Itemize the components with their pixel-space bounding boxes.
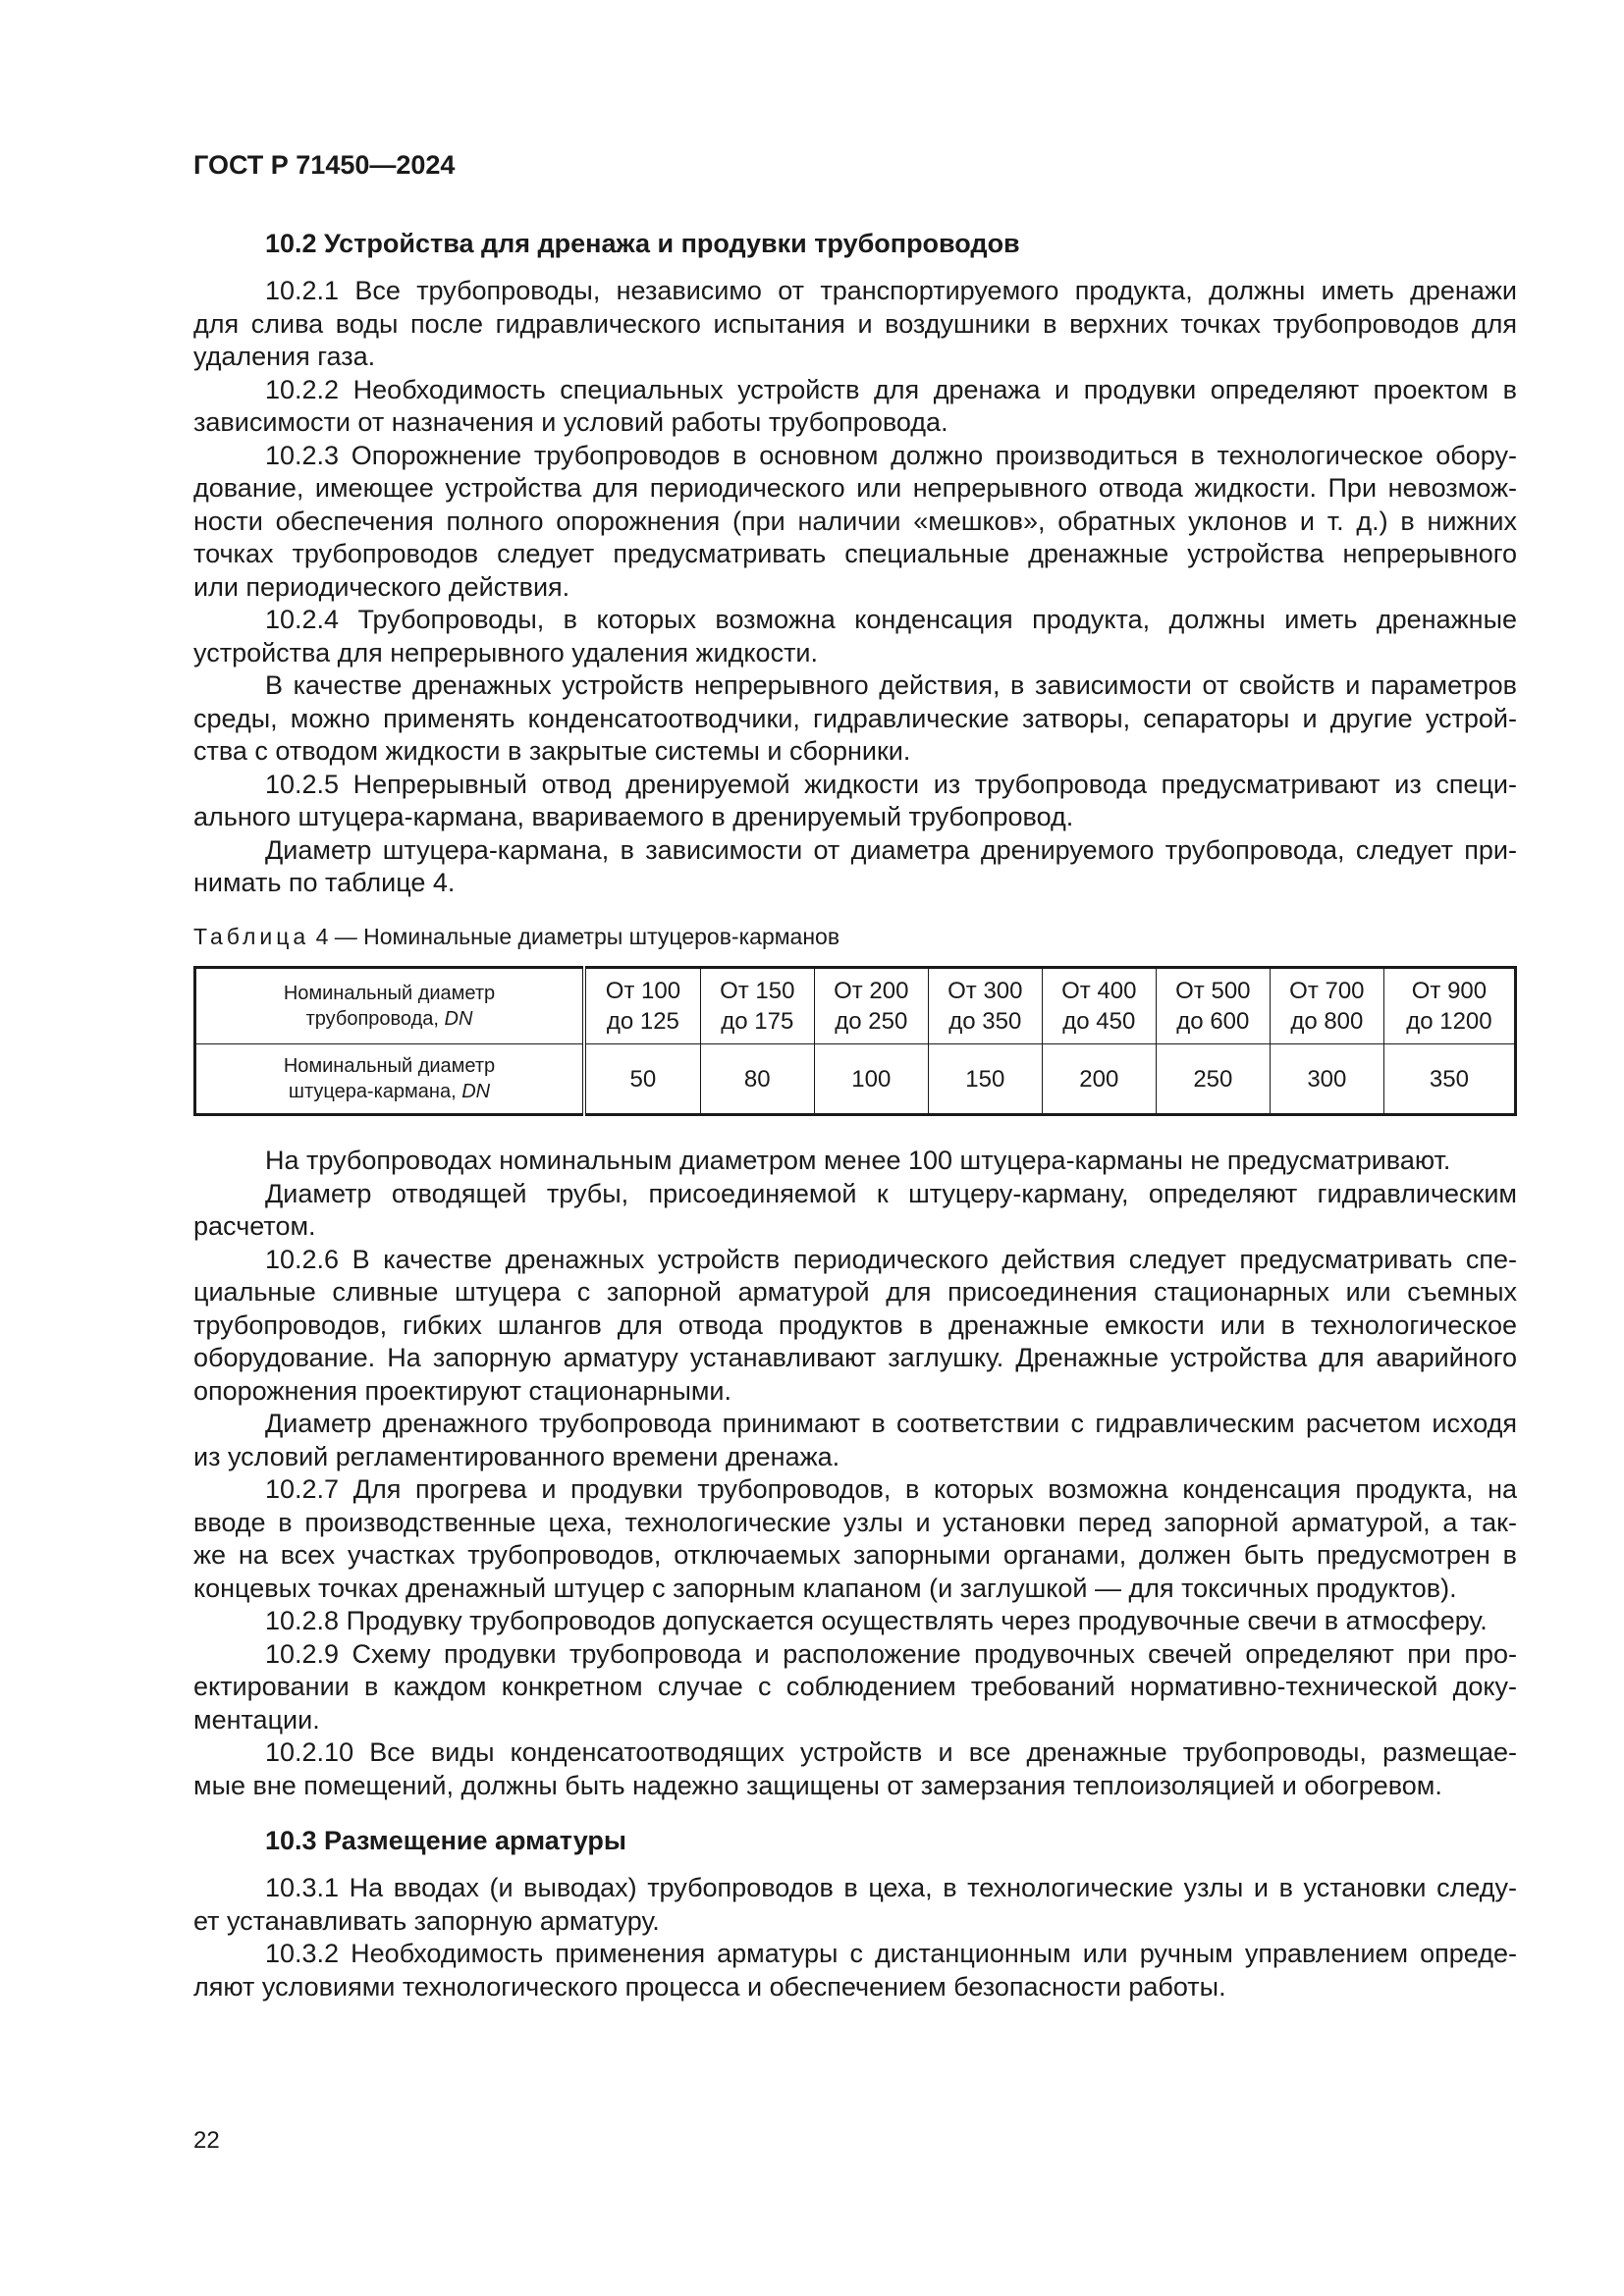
paragraph-line: Диаметр дренажного трубопровода принимают в соответствии с гидравлическим расчетом исходя [265,1409,1517,1438]
paragraph [193,275,1517,374]
paragraph-line: 10.3.2 Необходимость применения арматуры с дистанционным или ручным управлением опреде- [265,1939,1517,1968]
range-to: до 600 [1176,1008,1250,1035]
range-from: От 400 [1061,978,1137,1004]
cell-pipeline-dn-range [1156,968,1270,1044]
paragraph [193,1638,1517,1737]
range-from: От 700 [1289,978,1365,1004]
row-header-fitting-dn [195,1044,585,1115]
cell-fitting-dn: 200 [1042,1044,1156,1115]
text-block-b [193,1145,1517,1802]
text-block-c [193,1872,1517,2003]
paragraph-line: нимать по таблице 4. [193,868,456,897]
paragraph-line: удаления газа. [193,342,376,371]
paragraph-line: Диаметр штуцера-кармана, в зависимости от диаметра дренируемого трубопровода, следует при- [265,834,1517,865]
range-from: От 100 [605,978,681,1004]
range-to: до 350 [948,1008,1022,1035]
paragraph [193,1605,1517,1638]
row-header-pipeline-dn [195,968,585,1044]
paragraph [193,1872,1517,1938]
paragraph-line: ет устанавливать запорную арматуру. [193,1905,660,1936]
range-from: От 200 [834,978,909,1004]
paragraph-line: точках трубопроводов следует предусматривать специальные дренажные устройства непрерывного [193,539,1517,568]
paragraph-line: 10.2.8 Продувку трубопроводов допускается осуществлять через продувочные свечи в атмосферу. [265,1606,1488,1635]
paragraph-line: циальные сливные штуцера с запорной арматурой для присоединения стационарных или съемных [193,1277,1517,1307]
paragraph-line: Диаметр отводящей трубы, присоединяемой к штуцеру-карману, определяют гидравлическим [265,1178,1517,1208]
range-from: От 300 [947,978,1023,1004]
table-row-pipeline-dn [195,968,1516,1044]
paragraph [193,1408,1517,1473]
row-header-line: Номинальный диаметр [283,1055,496,1077]
paragraph-line: зависимости от назначения и условий работы трубопровода. [193,407,948,437]
paragraph [193,440,1517,605]
cell-fitting-dn: 50 [584,1044,700,1115]
cell-fitting-dn: 250 [1156,1044,1270,1115]
paragraph-line: или периодического действия. [193,571,570,602]
range-to: до 450 [1062,1008,1136,1035]
table-caption-title: 4 — Номинальные диаметры штуцеров-карманов [309,924,840,949]
cell-pipeline-dn-range [1042,968,1156,1044]
paragraph-line: вводе в производственные цеха, технологические узлы и установки перед запорной арматурой, а так- [193,1507,1517,1537]
paragraph-line: 10.2.10 Все виды конденсатоотводящих устройств и все дренажные трубопроводы, размещае- [265,1737,1517,1767]
paragraph-line: 10.2.6 В качестве дренажных устройств периодического действия следует предусматривать спе- [265,1244,1517,1274]
section-heading-10-3: 10.3 Размещение арматуры [265,1826,626,1855]
table-caption-label: Таблица [193,924,310,949]
paragraph-line: дование, имеющее устройства для периодического или непрерывного отвода жидкости. При невозмож- [193,473,1517,503]
paragraph [193,1938,1517,2003]
paragraph-line: 10.2.1 Все трубопроводы, независимо от транспортируемого продукта, должны иметь дренажи [265,276,1517,305]
paragraph-line: 10.2.5 Непрерывный отвод дренируемой жидкости из трубопровода предусматривают из специ- [265,769,1517,799]
paragraph [193,834,1517,900]
cell-pipeline-dn-range [814,968,928,1044]
paragraph [193,374,1517,440]
paragraph [193,604,1517,669]
cell-fitting-dn: 300 [1270,1044,1383,1115]
paragraph-line: В качестве дренажных устройств непрерывного действия, в зависимости от свойств и параметров [265,670,1517,700]
cell-fitting-dn: 350 [1383,1044,1515,1115]
paragraph [193,1473,1517,1605]
paragraph-line: концевых точках дренажный штуцер с запорным клапаном (и заглушкой — для токсичных продуктов). [193,1573,1457,1603]
paragraph-line: же на всех участках трубопроводов, отключаемых запорными органами, должен быть предусмотрен в [193,1540,1517,1570]
paragraph-line: ального штуцера-кармана, ввариваемого в дренируемый трубопровод. [193,802,1074,831]
table-caption [193,920,839,953]
paragraph-line: расчетом. [193,1211,316,1241]
paragraph-line: устройства для непрерывного удаления жидкости. [193,637,819,667]
range-to: до 175 [721,1008,794,1035]
row-header-line: трубопровода, [305,1008,439,1030]
section-heading-10-2: 10.2 Устройства для дренажа и продувки трубопроводов [265,229,1020,258]
paragraph-line: трубопроводов, гибких шлангов для отвода продуктов в дренажные емкости или в технологическое [193,1309,1517,1340]
text-block-a [193,275,1517,900]
range-to: до 1200 [1406,1008,1492,1035]
range-from: От 900 [1411,978,1488,1004]
cell-fitting-dn: 150 [928,1044,1042,1115]
paragraph-line: ектировании в каждом конкретном случае с соблюдением требований нормативно-технической доку- [193,1672,1517,1701]
paragraph [193,769,1517,834]
cell-fitting-dn: 100 [814,1044,928,1115]
paragraph-line: 10.2.9 Схему продувки трубопровода и расположение продувочных свечей определяют при про- [265,1638,1517,1669]
paragraph [193,1736,1517,1802]
paragraph-line: среды, можно применять конденсатоотводчики, гидравлические затворы, сепараторы и другие устрой- [193,703,1517,733]
paragraph-line: ментации. [193,1704,320,1735]
paragraph-line: ляют условиями технологического процесса и обеспечением безопасности работы. [193,1971,1226,2002]
range-to: до 125 [606,1008,679,1035]
paragraph-line: мые вне помещений, должны быть надежно защищены от замерзания теплоизоляцией и обогревом. [193,1770,1442,1800]
cell-pipeline-dn-range [928,968,1042,1044]
paragraph-line: 10.3.1 На вводах (и выводах) трубопроводов в цеха, в технологические узлы и в установки следу- [265,1873,1517,1902]
cell-fitting-dn: 80 [700,1044,814,1115]
paragraph-line: опорожнения проектируют стационарными. [193,1375,732,1406]
paragraph-line: из условий регламентированного времени дренажа. [193,1441,840,1471]
row-header-line: Номинальный диаметр [283,983,496,1004]
range-from: От 150 [720,978,795,1004]
cell-pipeline-dn-range [1270,968,1383,1044]
table-row-fitting-dn [195,1044,1516,1115]
paragraph-line: 10.2.2 Необходимость специальных устройств для дренажа и продувки определяют проектом в [265,374,1517,404]
nominal-diameters-table [193,966,1517,1116]
range-from: От 500 [1175,978,1251,1004]
document-code: ГОСТ Р 71450—2024 [193,150,456,180]
dn-symbol: DN [444,1008,473,1030]
paragraph [193,669,1517,769]
paragraph [193,1244,1517,1409]
paragraph-line: На трубопроводах номинальным диаметром менее 100 штуцера-карманы не предусматривают. [265,1146,1451,1175]
paragraph-line: 10.2.3 Опорожнение трубопроводов в основном должно производиться в технологическое обору- [265,440,1517,470]
paragraph-line: ности обеспечения полного опорожнения (при наличии «мешков», обратных уклонов и т. д.) в нижних [193,506,1517,536]
cell-pipeline-dn-range [584,968,700,1044]
cell-pipeline-dn-range [700,968,814,1044]
row-header-line: штуцера-кармана, [288,1081,457,1102]
range-to: до 250 [835,1008,908,1035]
paragraph-line: 10.2.7 Для прогрева и продувки трубопроводов, в которых возможна конденсация продукта, на [265,1474,1517,1504]
paragraph-line: для слива воды после гидравлического испытания и воздушники в верхних точках трубопроводов для [193,308,1517,339]
paragraph [193,1178,1517,1244]
dn-symbol: DN [461,1081,491,1102]
page-number: 22 [193,2127,220,2154]
paragraph-line: ства с отводом жидкости в закрытые системы и сборники. [193,736,911,766]
cell-pipeline-dn-range [1383,968,1515,1044]
paragraph-line: 10.2.4 Трубопроводы, в которых возможна конденсация продукта, должны иметь дренажные [265,605,1517,634]
paragraph-line: оборудование. На запорную арматуру устанавливают заглушку. Дренажные устройства для аварийного [193,1343,1517,1372]
paragraph [193,1145,1517,1178]
range-to: до 800 [1290,1008,1364,1035]
